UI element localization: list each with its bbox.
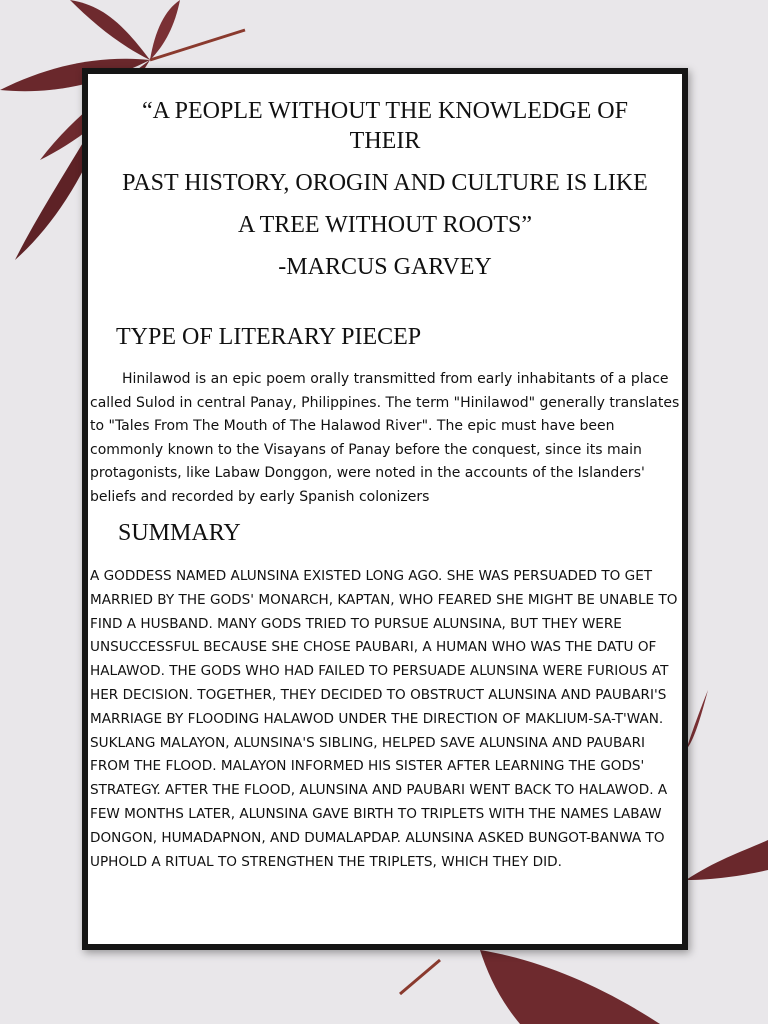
quote-line-3: PAST HISTORY, OROGIN AND CULTURE IS LIKE [122,170,648,196]
document-paper [88,74,682,944]
quote-block [88,96,682,282]
summary-heading: SUMMARY [118,520,241,546]
quote-line-1: “A PEOPLE WITHOUT THE KNOWLEDGE OF [142,98,628,124]
quote-line-2: THEIR [349,128,421,154]
summary-paragraph: A GODDESS NAMED ALUNSINA EXISTED LONG AGO. SHE WAS PERSUADED TO GET MARRIED BY THE GODS' MONARCH, KAPTAN, WHO FEARED SHE MIGHT BE UNABLE TO FIND A HUSBAND. MANY GODS TRIED TO PURSUE ALUNSINA, BUT THEY WERE UNSUCCESSFUL BECAUSE SHE CHOSE PAUBARI, A HUMAN WHO WAS THE DATU OF HALAWOD. THE GODS WHO HAD FAILED TO PERSUADE ALUNSINA WERE FURIOUS AT HER DECISION. TOGETHER, THEY DECIDED TO OBSTRUCT ALUNSINA AND PAUBARI'S MARRIAGE BY FLOODING HALAWOD UNDER THE DIRECTION OF MAKLIUM-SA-T'WAN. SUKLANG MALAYON, ALUNSINA'S SIBLING, HELPED SAVE ALUNSINA AND PAUBARI FROM THE FLOOD. MALAYON INFORMED HIS SISTER AFTER LEARNING THE GODS' STRATEGY. AFTER THE FLOOD, ALUNSINA AND PAUBARI WENT BACK TO HALAWOD. A FEW MONTHS LATER, ALUNSINA GAVE BIRTH TO TRIPLETS WITH THE NAMES LABAW DONGON, HUMADAPNON, AND DUMALAPDAP. ALUNSINA ASKED BUNGOT-BANWA TO UPHOLD A RITUAL TO STRENGTHEN THE TRIPLETS, WHICH THEY DID. [90,568,678,870]
literary-heading: TYPE OF LITERARY PIECEP [116,324,422,350]
framed-document [82,68,688,950]
quote-author: -MARCUS GARVEY [278,254,492,280]
quote-line-4: A TREE WITHOUT ROOTS” [238,212,532,238]
literary-paragraph: Hinilawod is an epic poem orally transmitted from early inhabitants of a place called Sulod in central Panay, Philippines. The term "Hinilawod" generally translates to "Tales From The Mouth of The Halawod River". The epic must have been commonly known to the Visayans of Panay before the conquest, since its main protagonists, like Labaw Donggon, were noted in the accounts of the Islanders' beliefs and recorded by early Spanish colonizers [90,371,680,505]
leaf-right-icon [686,680,768,900]
